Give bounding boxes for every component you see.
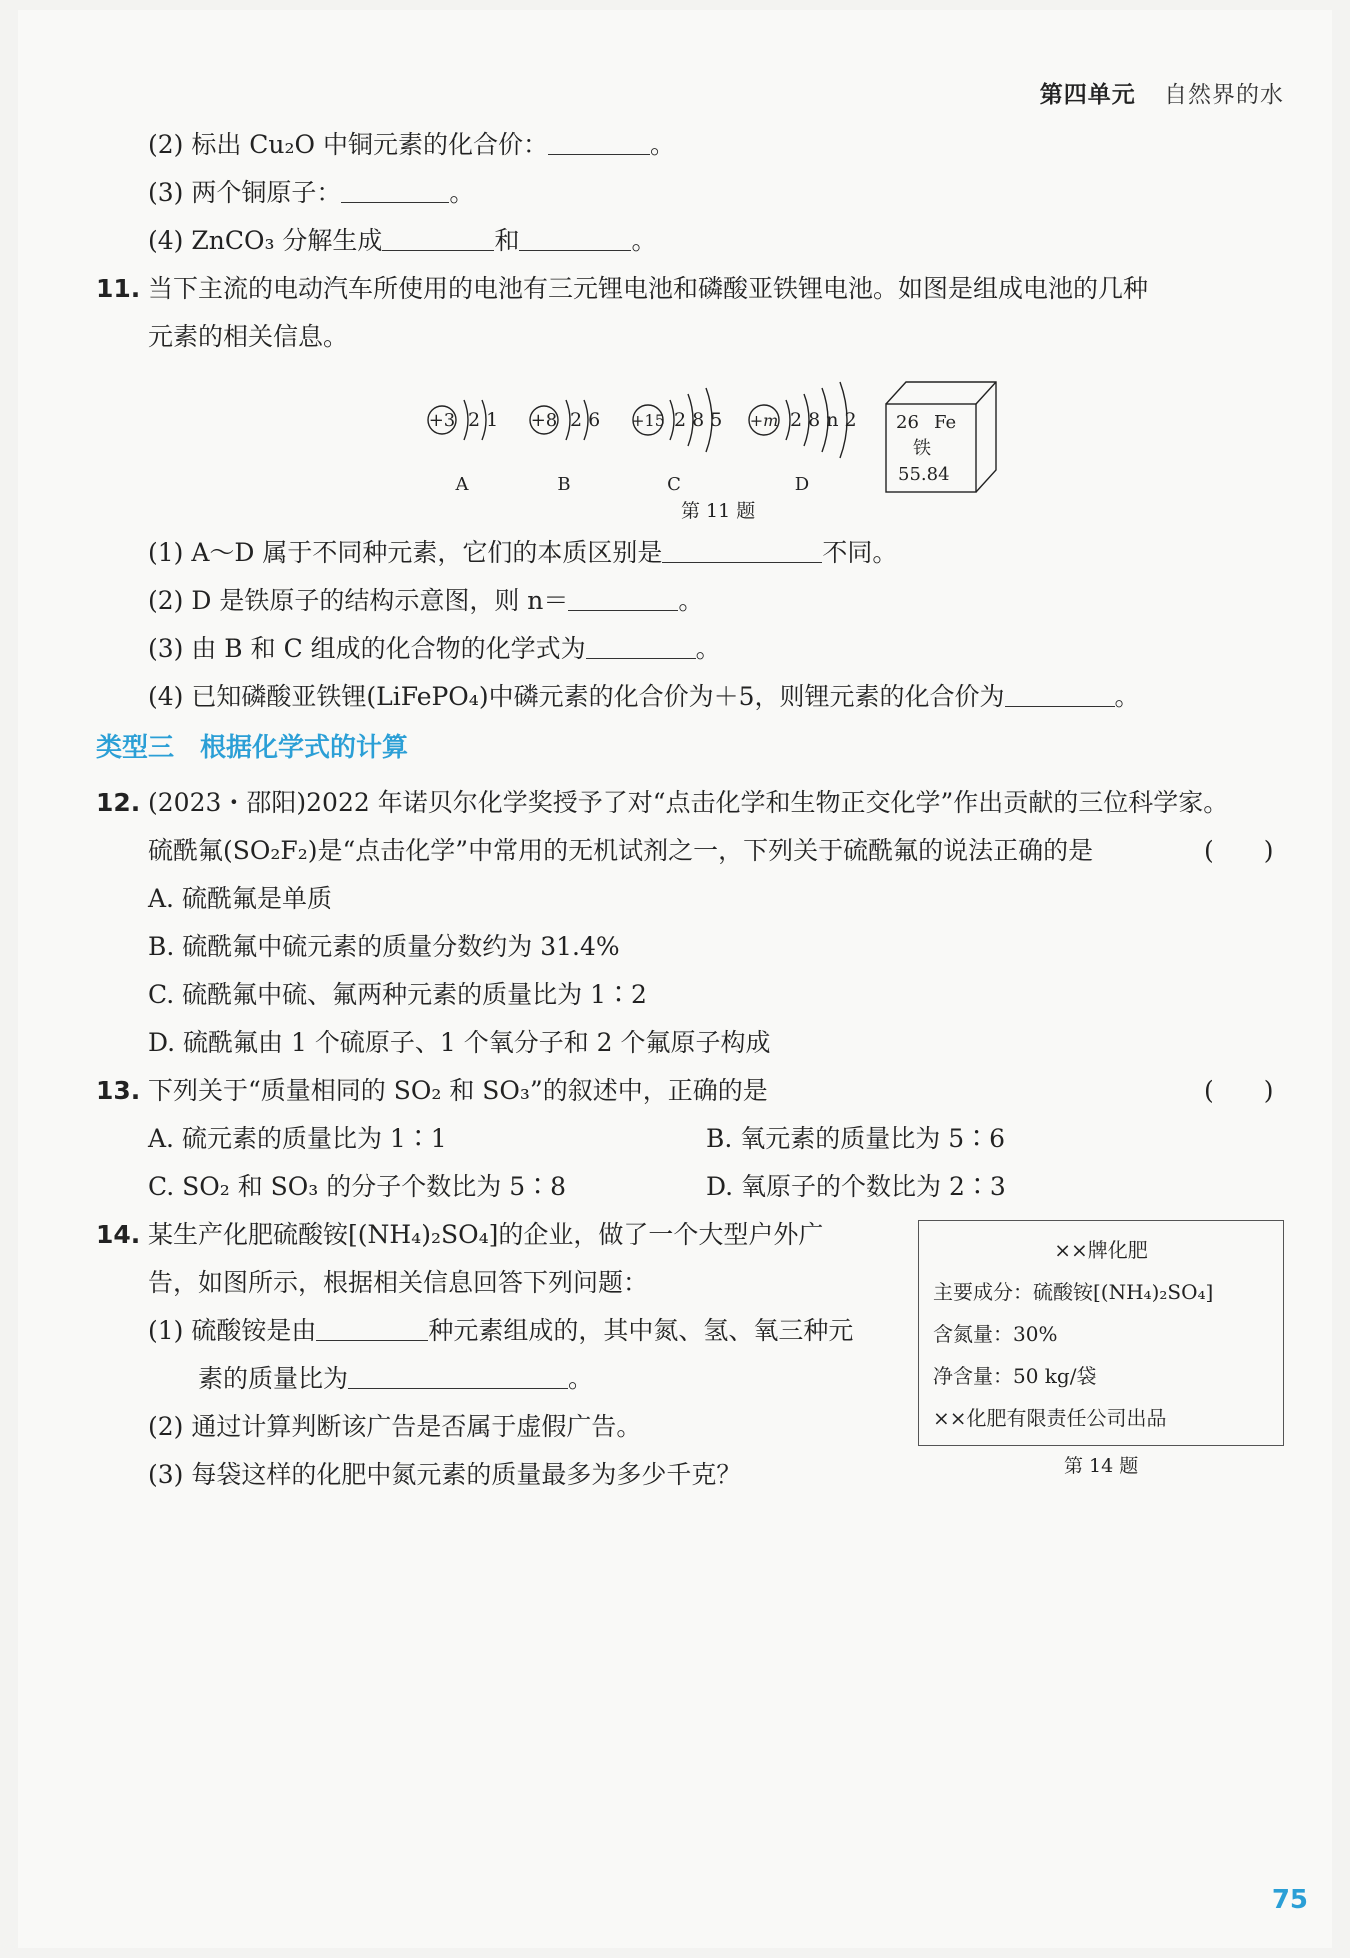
q12-option-b: B. 硫酰氟中硫元素的质量分数约为 31.4% xyxy=(148,932,620,961)
atom-diagram-c xyxy=(631,388,722,495)
ad-manufacturer: ××化肥有限责任公司出品 xyxy=(933,1406,1167,1430)
atom-d-electrons: 2 8 n 2 xyxy=(790,409,857,431)
q11-stem-line1: 当下主流的电动汽车所使用的电池有三元锂电池和磷酸亚铁锂电池。如图是组成电池的几种 xyxy=(148,274,1149,303)
q12-stem-line1: (2023・邵阳)2022 年诺贝尔化学奖授予了对“点击化学和生物正交化学”作出贡献的三位科学家。 xyxy=(148,788,1229,817)
atom-diagram-a xyxy=(428,400,498,495)
ad-nitrogen-content: 含氮量：30% xyxy=(933,1322,1058,1346)
ad-ingredient: 主要成分：硫酸铵[(NH₄)₂SO₄] xyxy=(933,1280,1214,1304)
q12-number: 12. xyxy=(96,788,141,817)
ad-title: ××牌化肥 xyxy=(1054,1238,1148,1262)
q12-option-c: C. 硫酰氟中硫、氟两种元素的质量比为 1∶2 xyxy=(148,980,647,1009)
q11-part1: (1) A～D 属于不同种元素，它们的本质区别是 不同。 xyxy=(148,538,898,567)
q10-part2: (2) 标出 Cu₂O 中铜元素的化合价： 。 xyxy=(148,130,676,159)
atom-d-label: D xyxy=(794,474,810,495)
q14-part3: (3) 每袋这样的化肥中氮元素的质量最多为多少千克？ xyxy=(148,1460,742,1489)
section-heading: 类型三 根据化学式的计算 xyxy=(96,733,409,763)
atom-a-label: A xyxy=(455,474,469,495)
page-header xyxy=(1040,76,1284,109)
q14-part2: (2) 通过计算判断该广告是否属于虚假广告。 xyxy=(148,1412,642,1441)
atom-a-nucleus: +3 xyxy=(428,410,456,431)
atom-b-electrons: 2 6 xyxy=(570,409,601,431)
q11-part2: (2) D 是铁原子的结构示意图，则 n＝ 。 xyxy=(148,586,704,615)
atom-diagram-d xyxy=(749,382,857,495)
element-symbol: Fe xyxy=(934,412,957,433)
element-name: 铁 xyxy=(913,438,931,459)
q14-number: 14. xyxy=(96,1220,141,1249)
q14-stem-line1: 某生产化肥硫酸铵[(NH₄)₂SO₄]的企业，做了一个大型户外广 xyxy=(148,1220,824,1249)
q11-stem-line2: 元素的相关信息。 xyxy=(148,322,349,351)
q11-part3: (3) 由 B 和 C 组成的化合物的化学式为 。 xyxy=(148,634,721,663)
q11-number: 11. xyxy=(96,274,141,303)
q13-option-c: C. SO₂ 和 SO₃ 的分子个数比为 5∶8 xyxy=(148,1172,567,1201)
q14-part1: (1) 硫酸铵是由 种元素组成的，其中氮、氢、氧三种元 xyxy=(148,1316,854,1345)
page-number: 75 xyxy=(1271,1885,1308,1915)
q11-part4: (4) 已知磷酸亚铁锂(LiFePO₄)中磷元素的化合价为＋5，则锂元素的化合价为 。 xyxy=(148,682,1140,711)
element-number: 26 xyxy=(896,412,919,433)
q12-stem-line2: 硫酰氟(SO₂F₂)是“点击化学”中常用的无机试剂之一，下列关于硫酰氟的说法正确的是 xyxy=(148,836,1094,865)
ad-net-weight: 净含量：50 kg/袋 xyxy=(933,1364,1097,1388)
q13-option-a: A. 硫元素的质量比为 1∶1 xyxy=(148,1124,447,1153)
q13-answer-paren: ( ) xyxy=(1204,1076,1274,1105)
atom-d-nucleus: +m xyxy=(749,411,779,430)
q13-stem: 下列关于“质量相同的 SO₂ 和 SO₃”的叙述中，正确的是 xyxy=(148,1076,768,1105)
q14-stem-line2: 告，如图所示，根据相关信息回答下列问题： xyxy=(148,1268,649,1297)
q10-part3: (3) 两个铜原子： 。 xyxy=(148,178,475,207)
atom-c-nucleus: +15 xyxy=(631,411,665,430)
atom-b-label: B xyxy=(557,474,571,495)
q13-option-b: B. 氧元素的质量比为 5∶6 xyxy=(706,1124,1006,1153)
q13-option-d: D. 氧原子的个数比为 2∶3 xyxy=(706,1172,1006,1201)
q10-part4: (4) ZnCO₃ 分解生成 和 。 xyxy=(148,226,657,255)
element-mass: 55.84 xyxy=(898,464,950,485)
q14-figure-caption: 第 14 题 xyxy=(1064,1455,1139,1477)
q11-figure-caption: 第 11 题 xyxy=(681,500,756,522)
atom-c-label: C xyxy=(667,474,681,495)
fertilizer-advertisement xyxy=(918,1220,1284,1446)
atom-a-electrons: 2 1 xyxy=(468,409,499,431)
atom-c-electrons: 2 8 5 xyxy=(674,409,723,431)
unit-title: 第四单元 xyxy=(1039,82,1136,108)
q13-number: 13. xyxy=(96,1076,141,1105)
q12-answer-paren: ( ) xyxy=(1204,836,1274,865)
atom-b-nucleus: +8 xyxy=(530,410,558,431)
topic-title: 自然界的水 xyxy=(1164,82,1284,108)
q14-part1-cont: 素的质量比为 。 xyxy=(198,1364,594,1393)
q12-option-a: A. 硫酰氟是单质 xyxy=(148,884,332,913)
element-cube xyxy=(886,382,996,492)
atom-diagram-b xyxy=(530,400,600,495)
q12-option-d: D. 硫酰氟由 1 个硫原子、1 个氧分子和 2 个氟原子构成 xyxy=(148,1028,771,1057)
